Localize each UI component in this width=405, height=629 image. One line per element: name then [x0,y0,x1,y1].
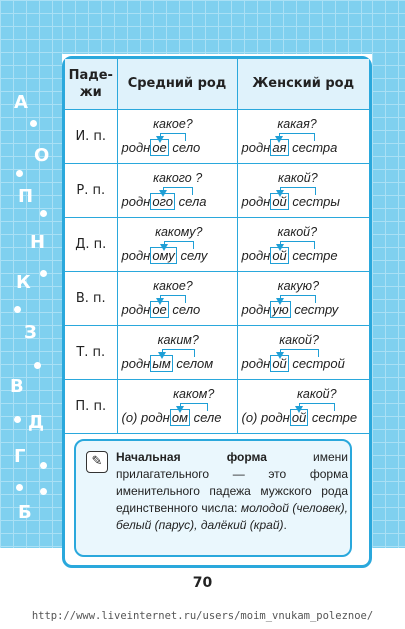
phrase-prefix: (о) [241,409,261,425]
question-text: каким? [157,332,199,347]
neuter-cell [117,217,237,271]
phrase [242,409,370,426]
phrase-prefix: (о) [121,409,141,425]
arrow-down-icon [159,190,167,197]
adjective-stem: родн [121,139,151,155]
note-bold-term: Начальная форма [116,450,267,464]
side-letter: В [10,376,24,397]
case-label: Д. п. [65,217,117,271]
neuter-cell [117,109,237,163]
adjective-ending: ого [152,193,174,209]
footer-url: http://www.liveinternet.ru/users/moim_vnukam_poleznoe/ [31,610,374,622]
phrase [242,301,370,318]
question-text: какая? [277,116,317,131]
arrow-down-icon [160,244,168,251]
feminine-cell [237,217,369,271]
pencil-note-icon: ✎ [86,451,108,473]
agreement-bracket [160,295,187,303]
question-line [122,333,237,355]
side-dot [16,170,23,177]
header-neuter: Средний род [117,59,237,109]
question-text: какой? [279,332,319,347]
noun: сестры [292,193,340,209]
arrow-down-icon [276,352,284,359]
feminine-cell [237,379,369,433]
agreement-bracket [280,187,317,195]
phrase [122,139,237,156]
feminine-cell [237,271,369,325]
adjective-stem: родн [241,247,271,263]
table-row [65,217,369,271]
noun: сестру [294,301,339,317]
question-line [242,225,370,247]
noun: селе [193,409,222,425]
phrase [242,247,370,264]
question-text: какой? [277,224,318,239]
side-dot [16,484,23,491]
question-text: каком? [173,386,215,401]
arrow-down-icon [276,298,284,305]
agreement-bracket [280,241,315,249]
neuter-cell [117,271,237,325]
noun: села [178,193,207,209]
agreement-bracket [280,349,319,357]
question-text: какой? [296,386,337,401]
agreement-bracket [280,295,316,303]
adjective-ending: ым [152,355,171,371]
adjective-ending: ой [291,409,307,425]
noun: сестре [292,247,338,263]
arrow-down-icon [295,406,303,413]
agreement-bracket [160,133,187,141]
case-label: В. п. [65,271,117,325]
question-line [242,117,370,139]
side-dot [40,210,47,217]
phrase [122,247,237,264]
right-decoration-band [372,0,405,548]
adjective-ending: ое [152,139,167,155]
question-line [242,279,370,301]
side-dot [14,306,21,313]
noun: село [172,139,201,155]
case-label: И. п. [65,109,117,163]
feminine-cell [237,325,369,379]
initial-form-note [74,439,352,557]
case-label: Р. п. [65,163,117,217]
question-text: какое? [153,116,193,131]
side-dot [14,416,21,423]
adjective-stem: родн [121,247,151,263]
adjective-stem: родн [241,301,271,317]
adjective-stem: родн [261,409,290,425]
table-row [65,109,369,163]
adjective-stem: родн [121,301,151,317]
question-text: какую? [277,278,320,293]
arrow-down-icon [275,136,283,143]
side-letter: А [14,92,28,113]
side-letter: Д [28,412,45,433]
phrase [122,301,237,318]
side-dot [40,488,47,495]
adjective-stem: родн [241,193,271,209]
question-text: какого ? [153,170,203,185]
side-dot [34,362,41,369]
note-examples: молодой (человек), белый (парус), далёкий (край) [116,501,348,532]
question-text: какое? [153,278,193,293]
phrase [122,193,237,210]
adjective-ending: ая [272,139,287,155]
table-row [65,163,369,217]
side-letter: Н [30,232,46,253]
agreement-bracket [164,241,194,249]
feminine-cell [237,109,369,163]
agreement-bracket [180,403,208,411]
adjective-stem: родн [141,409,170,425]
noun: сестре [311,409,358,425]
note-definition: имени прилагательного — это форма именительного падежа мужского рода единственного числа: [116,450,348,515]
question-text: какому? [155,224,203,239]
side-letter: О [34,145,50,166]
adjective-ending: ую [272,301,289,317]
side-letter: П [18,186,34,207]
phrase [242,193,370,210]
top-decoration-band [62,0,405,54]
question-line [122,171,237,193]
feminine-cell [237,163,369,217]
neuter-cell [117,325,237,379]
question-line [242,387,370,409]
header-feminine: Женский род [237,59,369,109]
side-decoration-strip [0,0,62,548]
question-line [242,171,370,193]
arrow-down-icon [156,298,164,305]
adjective-ending: ое [152,301,167,317]
adjective-stem: родн [121,355,151,371]
noun: селу [180,247,208,263]
arrow-down-icon [158,352,166,359]
phrase [242,355,370,372]
question-line [122,387,237,409]
neuter-cell [117,379,237,433]
table-row [65,379,369,433]
declension-table [65,59,369,434]
noun: сестра [292,139,338,155]
header-case: Паде- жи [65,59,117,109]
adjective-ending: ой [272,193,287,209]
question-line [122,225,237,247]
arrow-down-icon [176,406,184,413]
adjective-stem: родн [121,193,151,209]
question-line [122,117,237,139]
case-label: Т. п. [65,325,117,379]
question-text: какой? [278,170,318,185]
side-letter: Г [14,446,26,467]
arrow-down-icon [156,136,164,143]
adjective-ending: ому [152,247,175,263]
side-dot [40,462,47,469]
table-row [65,325,369,379]
side-letter: Б [18,502,32,523]
neuter-cell [117,163,237,217]
agreement-bracket [163,187,193,195]
agreement-bracket [299,403,334,411]
side-letter: З [24,322,37,343]
adjective-ending: ой [272,247,287,263]
agreement-bracket [162,349,195,357]
side-dot [30,120,37,127]
arrow-down-icon [276,190,284,197]
adjective-ending: ой [272,355,287,371]
phrase [122,355,237,372]
arrow-down-icon [276,244,284,251]
side-dot [40,270,47,277]
table-row [65,271,369,325]
question-line [122,279,237,301]
case-label: П. п. [65,379,117,433]
note-text [116,449,348,534]
note-end: . [283,518,287,532]
noun: селом [176,355,214,371]
noun: сестрой [292,355,345,371]
side-letter: К [16,272,31,293]
table-header-row [65,59,369,109]
phrase [242,139,370,156]
adjective-stem: родн [241,139,271,155]
page-number: 70 [192,575,213,591]
noun: село [172,301,201,317]
adjective-stem: родн [241,355,271,371]
agreement-bracket [279,133,314,141]
question-line [242,333,370,355]
adjective-ending: ом [171,409,188,425]
